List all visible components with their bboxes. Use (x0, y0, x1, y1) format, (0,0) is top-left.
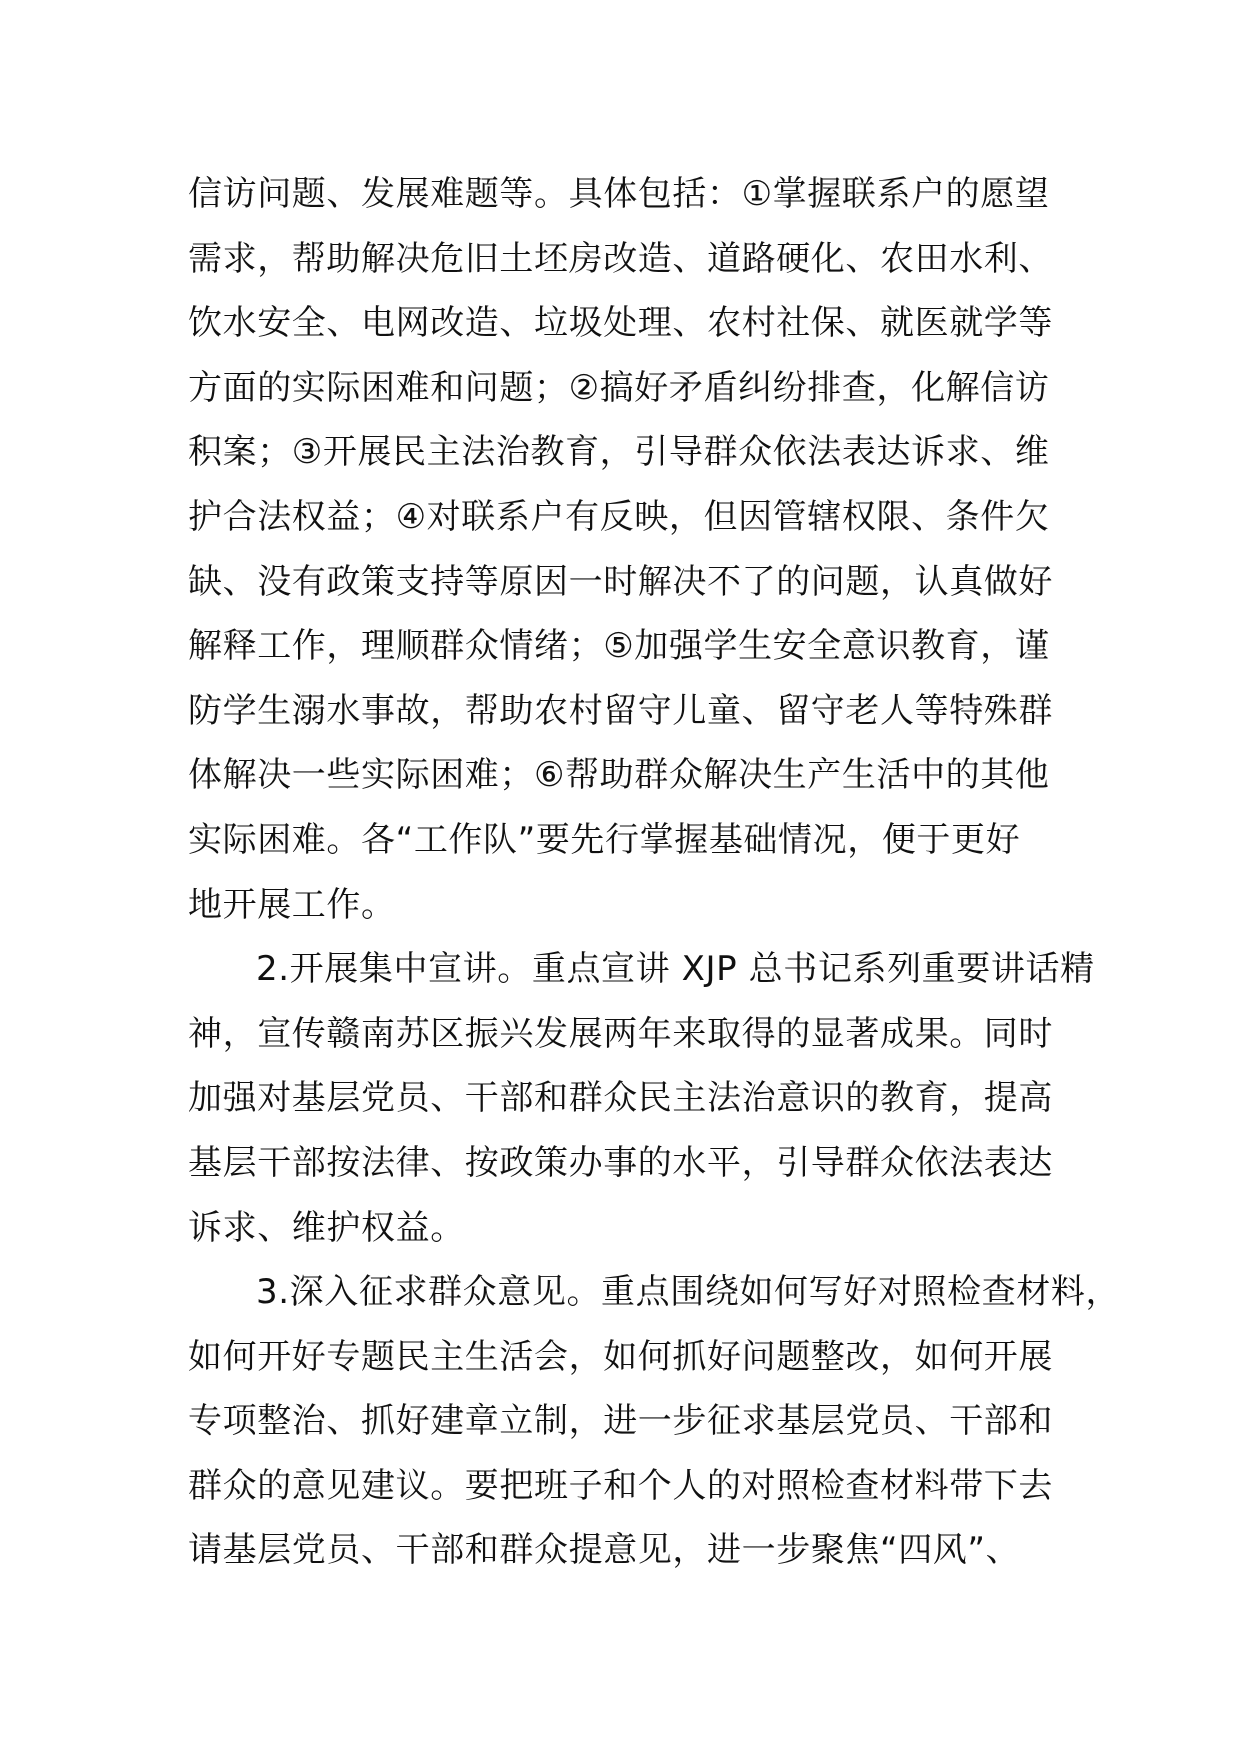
text-line: 积案；③开展民主法治教育，引导群众依法表达诉求、维 (188, 432, 1050, 473)
text-line: 2.开展集中宣讲。重点宣讲 XJP 总书记系列重要讲话精 (256, 949, 1095, 990)
paragraph-2-centralized-publicity (188, 937, 1095, 1260)
text-line: 缺、没有政策支持等原因一时解决不了的问题，认真做好 (188, 561, 1053, 602)
text-line: 地开展工作。 (188, 884, 396, 925)
document-body (188, 162, 1121, 1583)
text-line: 诉求、维护权益。 (188, 1207, 465, 1248)
text-line: 如何开好专题民主生活会，如何抓好问题整改，如何开展 (188, 1336, 1053, 1377)
text-line: 解释工作，理顺群众情绪；⑤加强学生安全意识教育，谨 (188, 626, 1050, 667)
text-line: 饮水安全、电网改造、垃圾处理、农村社保、就医就学等 (188, 303, 1053, 344)
text-line: 护合法权益；④对联系户有反映，但因管辖权限、条件欠 (188, 496, 1050, 537)
text-line: 需求，帮助解决危旧土坯房改造、道路硬化、农田水利、 (188, 238, 1053, 279)
text-line: 群众的意见建议。要把班子和个人的对照检查材料带下去 (188, 1465, 1053, 1506)
paragraph-1-continuation (188, 162, 1088, 937)
paragraph-3-solicit-opinions (188, 1260, 1121, 1583)
text-line: 3.深入征求群众意见。重点围绕如何写好对照检查材料， (256, 1272, 1121, 1313)
text-line: 基层干部按法律、按政策办事的水平，引导群众依法表达 (188, 1142, 1053, 1183)
text-line: 请基层党员、干部和群众提意见，进一步聚焦“四风”、 (188, 1530, 1021, 1571)
text-line: 方面的实际困难和问题；②搞好矛盾纠纷排查，化解信访 (188, 367, 1050, 408)
text-line: 加强对基层党员、干部和群众民主法治意识的教育，提高 (188, 1078, 1053, 1119)
text-line: 信访问题、发展难题等。具体包括：①掌握联系户的愿望 (188, 174, 1050, 214)
text-line: 实际困难。各“工作队”要先行掌握基础情况，便于更好 (188, 819, 1021, 860)
text-line: 神，宣传赣南苏区振兴发展两年来取得的显著成果。同时 (188, 1013, 1053, 1054)
text-line: 专项整治、抓好建章立制，进一步征求基层党员、干部和 (188, 1401, 1053, 1442)
text-line: 防学生溺水事故，帮助农村留守儿童、留守老人等特殊群 (188, 690, 1053, 731)
text-line: 体解决一些实际困难；⑥帮助群众解决生产生活中的其他 (188, 755, 1050, 796)
